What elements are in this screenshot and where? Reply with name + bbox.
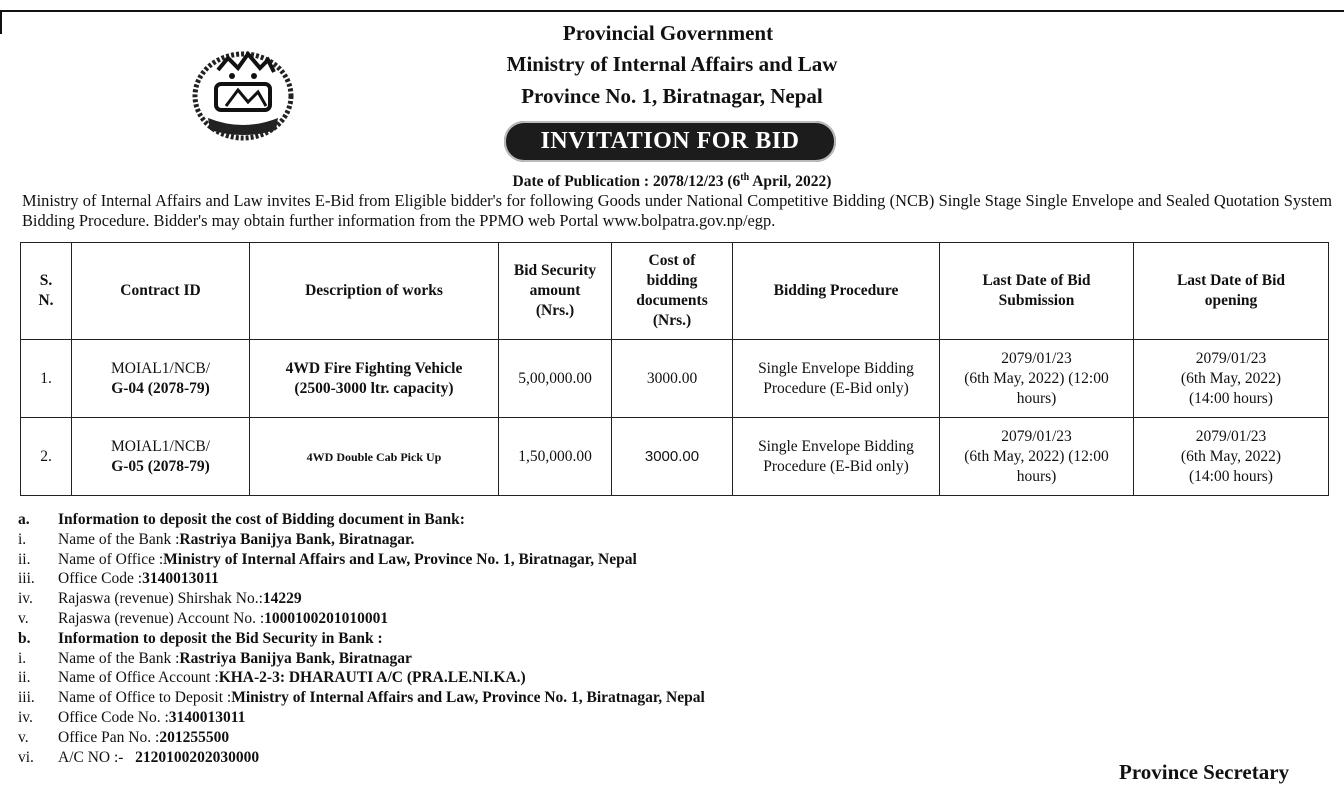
info-item: i. Name of the Bank : Rastriya Banijya Bank, Biratnagar. [18, 530, 415, 548]
cell-cost: 3000.00 [612, 340, 733, 418]
signature-title: Province Secretary [1119, 760, 1290, 784]
col-header-procedure: Bidding Procedure [733, 243, 940, 340]
info-item: iv. Office Code No. : 3140013011 [18, 708, 246, 726]
bank-info-list [18, 510, 705, 767]
col-header-submission: Last Date of Bid Submission [940, 243, 1134, 340]
cell-sn: 2. [21, 418, 72, 496]
info-item: v. Rajaswa (revenue) Account No. : 1000100201010001 [18, 609, 389, 627]
info-item: ii. Name of Office : Ministry of Internal Affairs and Law, Province No. 1, Biratnagar, Nepal [18, 550, 637, 568]
info-heading-b: b. Information to deposit the Bid Security in Bank : [18, 629, 383, 647]
col-header-bid-security: Bid Security amount (Nrs.) [499, 243, 612, 340]
cell-cost: 3000.00 [612, 418, 733, 496]
info-heading-a: a. Information to deposit the cost of Bidding document in Bank: [18, 511, 465, 528]
cell-sn: 1. [21, 340, 72, 418]
col-header-description: Description of works [250, 243, 499, 340]
col-header-opening: Last Date of Bid opening [1134, 243, 1329, 340]
cell-bid-security: 1,50,000.00 [499, 418, 612, 496]
cell-opening: 2079/01/23 (6th May, 2022) (14:00 hours) [1134, 340, 1329, 418]
info-item: iv. Rajaswa (revenue) Shirshak No.: 14229 [18, 590, 302, 608]
info-item: iii. Office Code : 3140013011 [18, 570, 219, 588]
header-line-1: Provincial Government [562, 21, 774, 45]
cell-procedure: Single Envelope Bidding Procedure (E-Bid only) [733, 418, 940, 496]
col-header-cost: Cost of bidding documents (Nrs.) [612, 243, 733, 340]
cell-contract-id: MOIAL1/NCB/ G-04 (2078-79) [72, 340, 250, 418]
table-row [21, 418, 1329, 496]
table-header-row [21, 243, 1329, 340]
intro-paragraph: Ministry of Internal Affairs and Law invites E-Bid from Eligible bidder's for following Goods under National Competitive Bidding (NCB) Single Stage Single Envelope and Sealed Quotation System Bidding Procedure. Bidder's may obtain further information from the PPMO web Portal www.bolpatra.gov.np/egp. [22, 191, 1332, 230]
cell-bid-security: 5,00,000.00 [499, 340, 612, 418]
page-title: INVITATION FOR BID [504, 121, 836, 162]
cell-submission: 2079/01/23 (6th May, 2022) (12:00 hours) [940, 418, 1134, 496]
info-item: i. Name of the Bank : Rastriya Banijya Bank, Biratnagar [18, 649, 412, 667]
col-header-contract-id: Contract ID [72, 243, 250, 340]
info-item: v. Office Pan No. : 201255500 [18, 728, 230, 746]
info-item: ii. Name of Office Account : KHA-2-3: DHARAUTI A/C (PRA.LE.NI.KA.) [18, 669, 526, 687]
cell-procedure: Single Envelope Bidding Procedure (E-Bid only) [733, 340, 940, 418]
top-border-rule [0, 10, 1344, 12]
table-row [21, 340, 1329, 418]
cell-description: 4WD Double Cab Pick Up [250, 418, 499, 496]
publication-date: Date of Publication : 2078/12/23 (6th April, 2022) [512, 172, 832, 191]
header-line-2: Ministry of Internal Affairs and Law [506, 52, 838, 76]
bid-table [20, 242, 1329, 496]
header-line-3: Province No. 1, Biratnagar, Nepal [521, 84, 823, 108]
cell-description: 4WD Fire Fighting Vehicle (2500-3000 ltr. capacity) [250, 340, 499, 418]
cell-contract-id: MOIAL1/NCB/ G-05 (2078-79) [72, 418, 250, 496]
cell-opening: 2079/01/23 (6th May, 2022) (14:00 hours) [1134, 418, 1329, 496]
cell-submission: 2079/01/23 (6th May, 2022) (12:00 hours) [940, 340, 1134, 418]
col-header-sn: S. N. [21, 243, 72, 340]
info-item: vi. A/C NO :- 2120100202030000 [18, 748, 260, 766]
info-item: iii. Name of Office to Deposit : Ministry of Internal Affairs and Law, Province No. 1, Biratnagar, Nepal [18, 689, 705, 707]
